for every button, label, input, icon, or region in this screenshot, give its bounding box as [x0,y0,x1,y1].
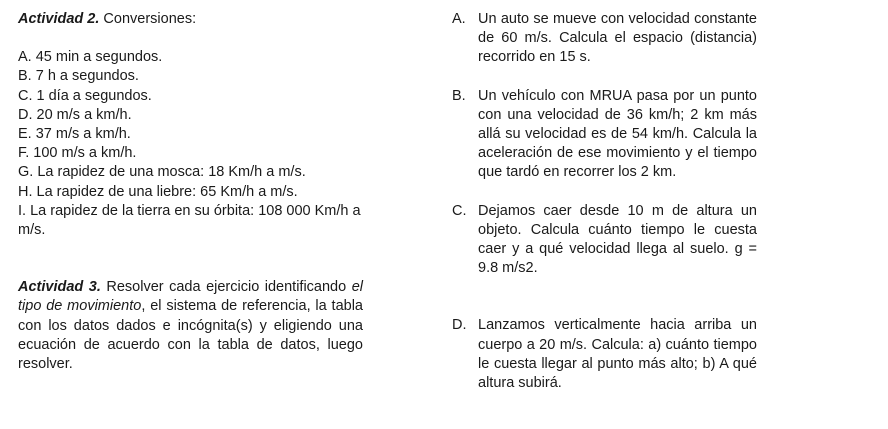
conversion-item-a: A. 45 min a segundos. [18,49,163,66]
actividad3-text-italic: el tipo de movimiento [18,279,363,315]
actividad3-paragraph [18,278,363,374]
problem-text: Un vehículo con MRUA pasa por un punto con una velocidad de 36 km/h; 2 km más allá su velocidad es de 54 km/h. Calcula la aceleración de ese movimiento y el tiempo que tardó en recorrer los 2 km. [478,87,757,181]
conversion-item-f: F. 100 m/s a km/h. [18,145,137,162]
problem-b [452,87,757,183]
problem-text: Un auto se mueve con velocidad constante de 60 m/s. Calcula el espacio (distancia) recorrido en 15 s. [478,11,757,66]
problem-letter: C. [452,202,467,219]
problem-letter: D. [452,317,467,334]
conversion-item-e: E. 37 m/s a km/h. [18,126,131,143]
actividad3-label: Actividad 3. [18,279,101,296]
problem-c [452,202,757,279]
problem-a [452,10,757,68]
actividad2-heading [18,10,363,29]
conversion-item-g: G. La rapidez de una mosca: 18 Km/h a m/s. [18,164,306,181]
actividad2-label: Actividad 2. [18,11,100,27]
problem-d [452,316,757,393]
problem-letter: A. [452,11,466,27]
right-column [452,10,757,393]
conversion-item-b: B. 7 h a segundos. [18,68,139,85]
problem-text: Lanzamos verticalmente hacia arriba un cuerpo a 20 m/s. Calcula: a) cuánto tiempo le cuesta llegar al punto más alto; b) A qué altura subirá. [478,317,757,392]
conversion-item-i: I. La rapidez de la tierra en su órbita: 108 000 Km/h a m/s. [18,202,361,239]
conversion-item-h: H. La rapidez de una liebre: 65 Km/h a m/s. [18,183,298,200]
problem-text: Dejamos caer desde 10 m de altura un objeto. Calcula cuánto tiempo le cuesta caer y a qué velocidad llega al suelo. g = 9.8 m/s2. [478,202,757,277]
conversion-item-d: D. 20 m/s a km/h. [18,106,132,123]
actividad3-text-2: , el sistema de referencia, la tabla con los datos dados e incógnita(s) y eligiendo una ecuación de acuerdo con la tabla de datos, luego resolver. [18,298,363,373]
actividad3-text-1: Resolver cada ejercicio identificando [100,279,352,296]
conversion-item-c: C. 1 día a segundos. [18,87,152,104]
left-column [18,10,363,374]
problem-letter: B. [452,87,466,104]
actividad2-title: Conversiones: [99,11,197,27]
